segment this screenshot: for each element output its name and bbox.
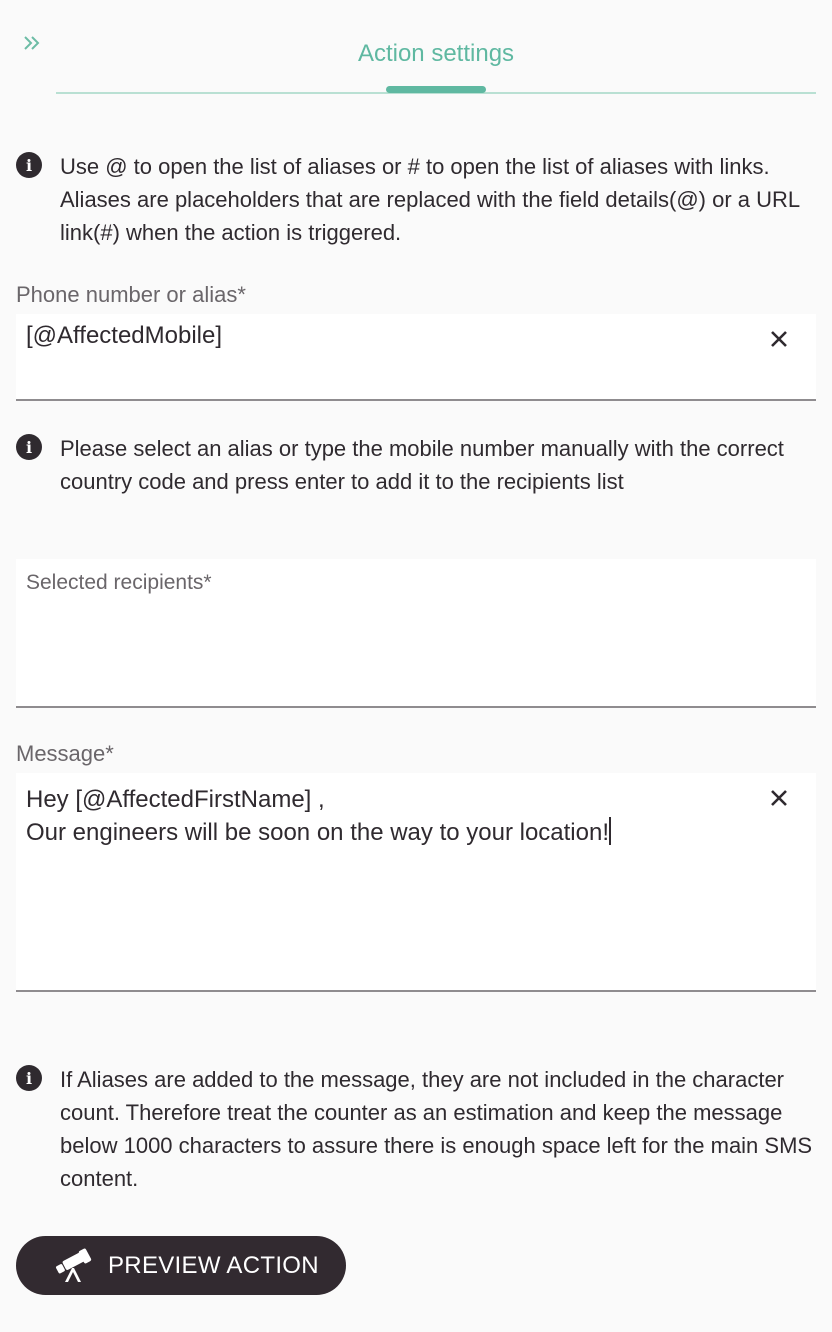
- expand-panel-button[interactable]: [18, 26, 46, 60]
- message-text: [26, 783, 611, 849]
- preview-action-button[interactable]: [16, 1236, 346, 1295]
- message-line-1: Hey [@AffectedFirstName] ,: [26, 786, 325, 813]
- recipients-field[interactable]: [16, 559, 816, 708]
- info-icon: i: [16, 434, 42, 460]
- message-label: Message*: [16, 741, 114, 766]
- message-info-text: If Aliases are added to the message, they are not included in the character count. Therefore treat the counter as an estimation and keep the message below 1000 characters to assure there is enough space left for the main SMS content.: [60, 1067, 813, 1191]
- phone-clear-button[interactable]: [768, 328, 790, 350]
- text-caret: [609, 817, 611, 845]
- recipients-label: Selected recipients*: [26, 571, 212, 594]
- message-clear-button[interactable]: [768, 787, 790, 809]
- info-icon: i: [16, 1065, 42, 1091]
- phone-info: [16, 432, 816, 498]
- message-info: [16, 1063, 816, 1195]
- message-textarea[interactable]: [16, 773, 816, 992]
- info-icon: i: [16, 152, 42, 178]
- telescope-icon: [54, 1246, 94, 1286]
- tab-bar: [56, 30, 816, 94]
- aliases-info: [16, 150, 816, 249]
- phone-value: [@AffectedMobile]: [26, 322, 223, 349]
- double-chevron-right-icon: [23, 34, 41, 52]
- active-tab-indicator: [386, 86, 486, 93]
- message-line-2: Our engineers will be soon on the way to your location!: [26, 819, 609, 846]
- preview-action-label: PREVIEW ACTION: [108, 1251, 319, 1279]
- phone-info-text: Please select an alias or type the mobile number manually with the correct country code and press enter to add it to the recipients list: [60, 436, 784, 494]
- close-icon: [770, 789, 788, 807]
- tab-action-settings[interactable]: Action settings: [357, 40, 515, 67]
- aliases-info-text: Use @ to open the list of aliases or # to open the list of aliases with links. Aliases are placeholders that are replaced with the field details(@) or a URL link(#) when the action is triggered.: [60, 154, 800, 245]
- phone-label: Phone number or alias*: [16, 282, 246, 307]
- close-icon: [770, 330, 788, 348]
- phone-field[interactable]: [16, 314, 816, 401]
